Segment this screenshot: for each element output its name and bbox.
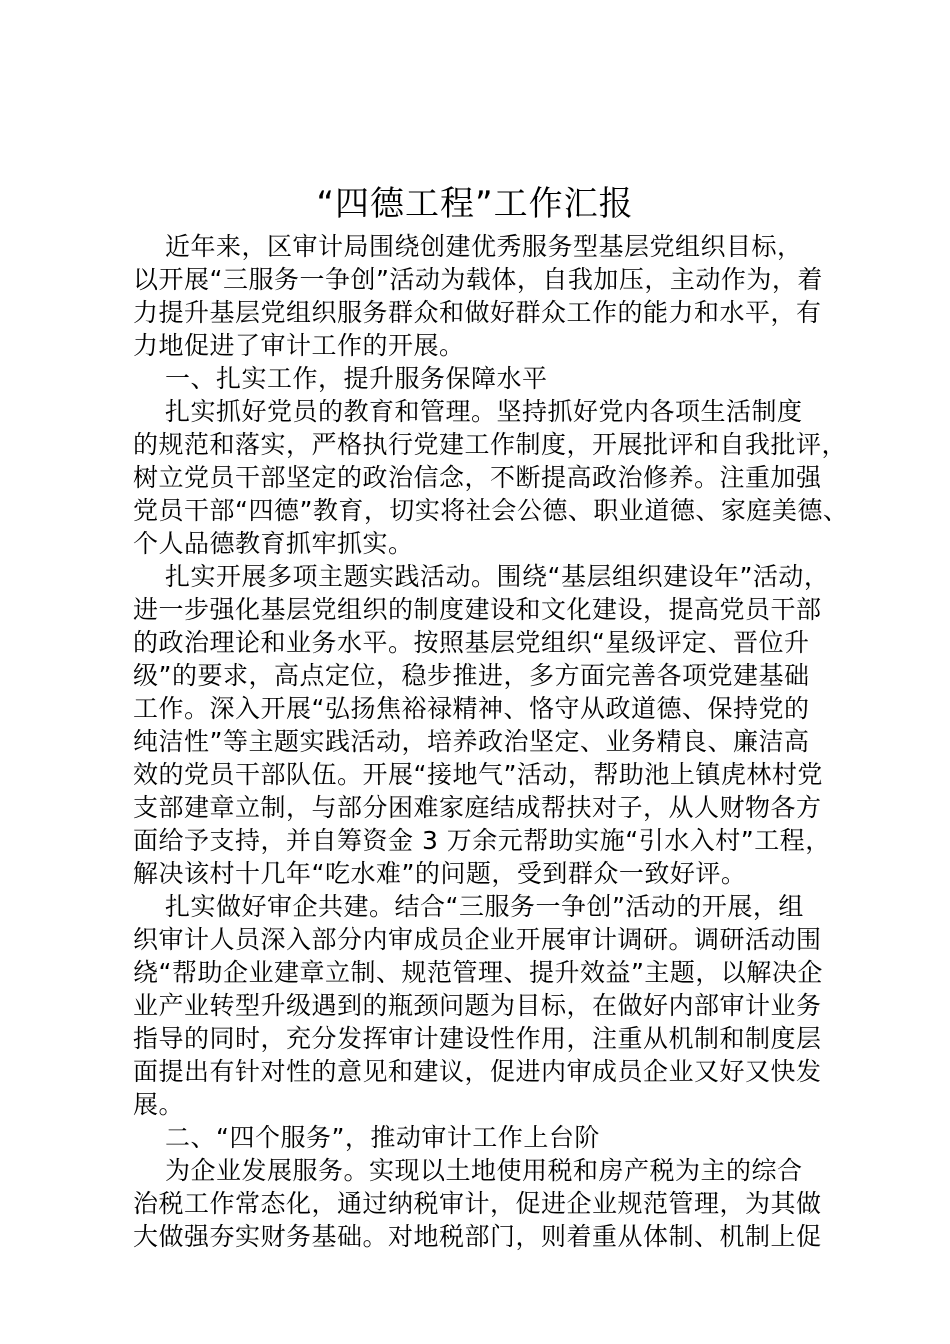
text-line: 级”的要求，高点定位，稳步推进，多方面完善各项党建基础 [133,661,810,690]
text-line: 树立党员干部坚定的政治信念，不断提高政治修养。注重加强 [133,463,822,492]
text-line: 的规范和落实，严格执行党建工作制度，开展批评和自我批评， [133,430,848,459]
text-line: 力提升基层党组织服务群众和做好群众工作的能力和水平，有 [133,298,822,327]
text-line: 进一步强化基层党组织的制度建设和文化建设，提高党员干部 [133,595,822,624]
text-line: 工作。深入开展“弘扬焦裕禄精神、恪守从政道德、保持党的 [133,694,810,723]
text-line: 指导的同时，充分发挥审计建设性作用，注重从机制和制度层 [133,1024,822,1053]
text-line: 扎实做好审企共建。结合“三服务一争创”活动的开展，组 [165,892,804,921]
document-body [133,230,849,1253]
text-line: 面提出有针对性的意见和建议，促进内审成员企业又好又快发 [133,1057,822,1086]
text-line: 支部建章立制，与部分困难家庭结成帮扶对子，从人财物各方 [133,793,822,822]
text-line: 扎实开展多项主题实践活动。围绕“基层组织建设年”活动， [165,562,830,591]
text-line: 业产业转型升级遇到的瓶颈问题为目标，在做好内部审计业务 [133,991,822,1020]
text-line: 大做强夯实财务基础。对地税部门，则着重从体制、机制上促 [133,1222,822,1251]
text-line: 解决该村十几年“吃水难”的问题，受到群众一致好评。 [133,859,747,888]
text-line: 效的党员干部队伍。开展“接地气”活动，帮助池上镇虎林村党 [133,760,823,789]
text-line: 个人品德教育抓牢抓实。 [133,529,414,558]
text-line: 为企业发展服务。实现以土地使用税和房产税为主的综合 [165,1156,803,1185]
text-line: 力地促进了审计工作的开展。 [133,331,465,360]
text-line: 二、“四个服务”，推动审计工作上台阶 [165,1123,600,1152]
document-title: “四德工程”工作汇报 [316,184,634,224]
text-line: 近年来，区审计局围绕创建优秀服务型基层党组织目标， [165,232,803,261]
text-line: 治税工作常态化，通过纳税审计，促进企业规范管理，为其做 [133,1189,822,1218]
text-line: 展。 [133,1090,185,1119]
text-line: 以开展“三服务一争创”活动为载体，自我加压，主动作为，着 [133,265,823,294]
text-line: 扎实抓好党员的教育和管理。坚持抓好党内各项生活制度 [165,397,803,426]
text-line: 的政治理论和业务水平。按照基层党组织“星级评定、晋位升 [133,628,810,657]
text-line: 面给予支持，并自筹资金 3 万余元帮助实施“引水入村”工程， [133,826,831,855]
text-line: 一、扎实工作，提升服务保障水平 [165,364,548,393]
text-line: 绕“帮助企业建章立制、规范管理、提升效益”主题，以解决企 [133,958,823,987]
text-line: 党员干部“四德”教育，切实将社会公德、职业道德、家庭美德、 [133,496,849,525]
text-line: 织审计人员深入部分内审成员企业开展审计调研。调研活动围 [133,925,822,954]
text-line: 纯洁性”等主题实践活动，培养政治坚定、业务精良、廉洁高 [133,727,810,756]
